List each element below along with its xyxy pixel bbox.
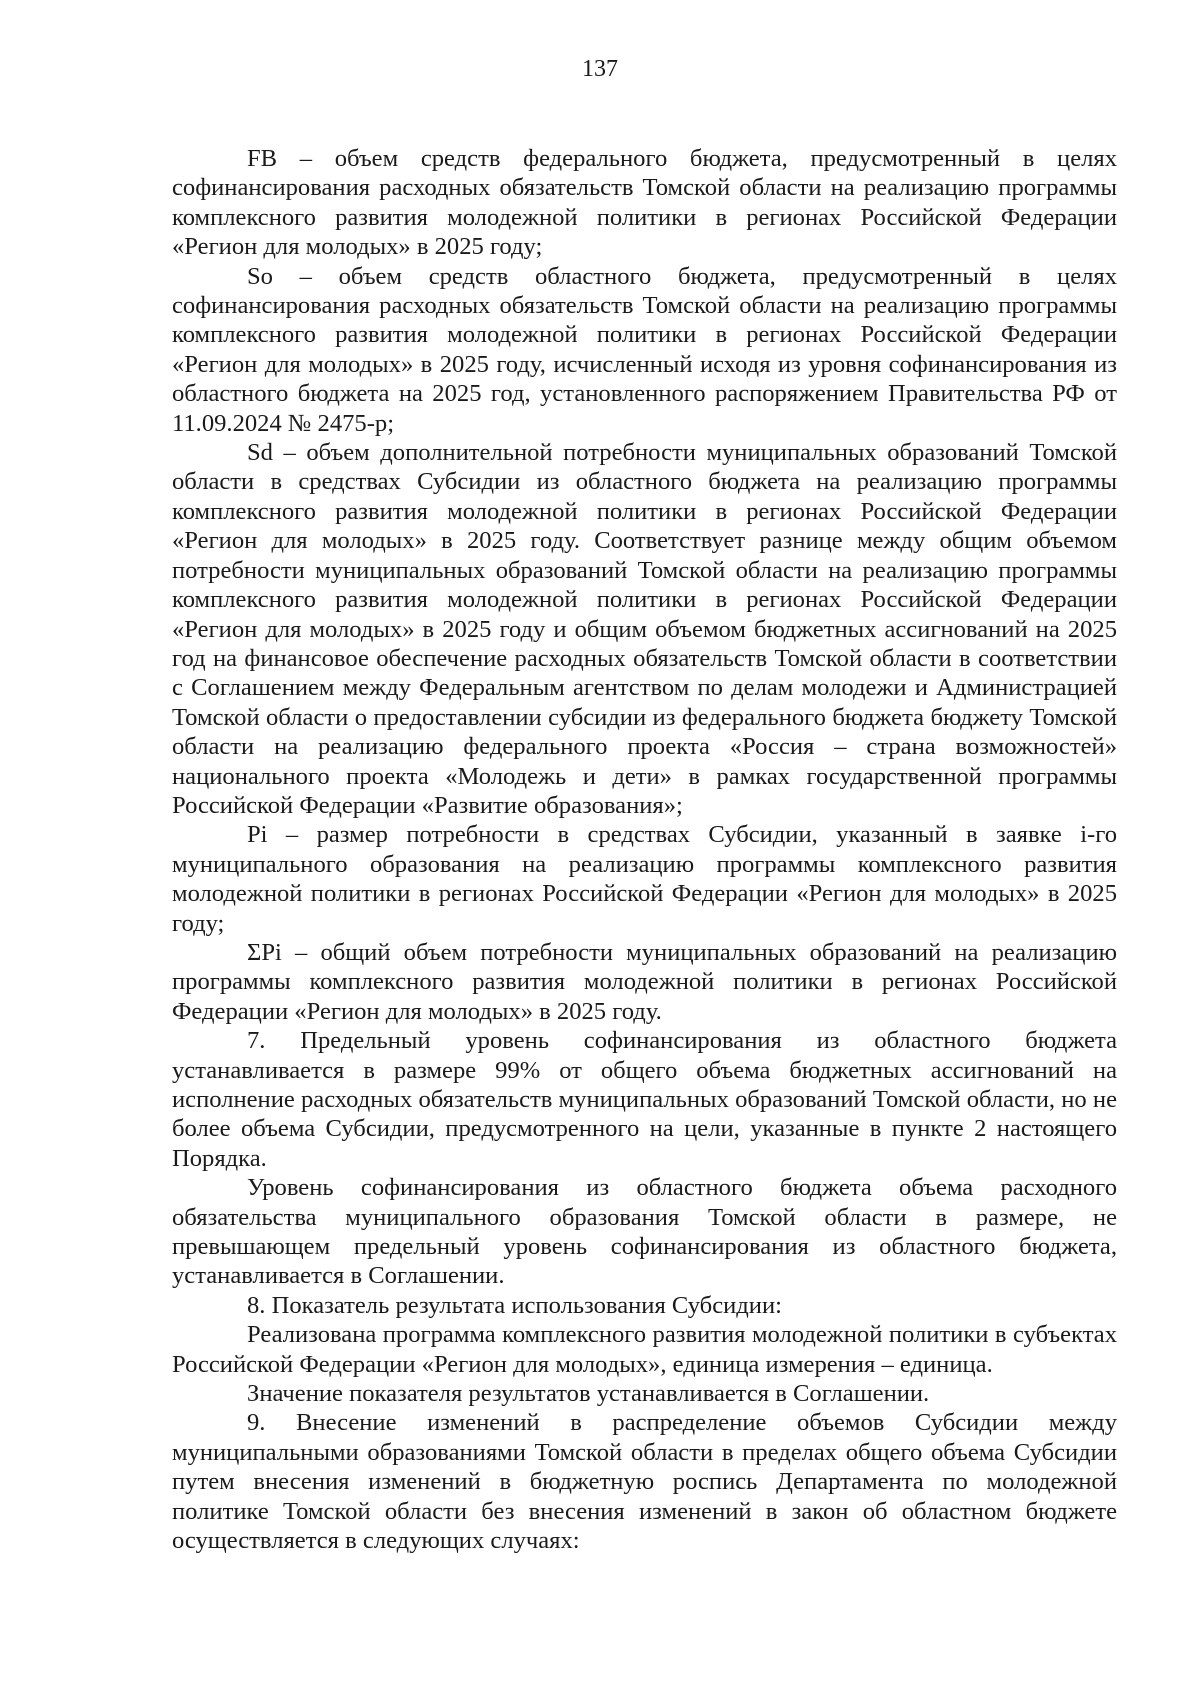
paragraph-item-8: 8. Показатель результата использования Субсидии: [247, 1291, 782, 1319]
paragraph-item-9: 9. Внесение изменений в распределение объемов Субсидии между муниципальными образованиями Томской области в пределах общего объема Субсидии путем внесения изменений в бюджетную роспись Департамента по молодежной политике Томской области без внесения изменений в закон об областном бюджете осуществляется в следующих случаях: [172, 1409, 1117, 1555]
page-number: 137 [582, 56, 618, 82]
paragraph-item-7: 7. Предельный уровень софинансирования из областного бюджета устанавливается в размере 99% от общего объема бюджетных ассигнований на исполнение расходных обязательств муниципальных образований Томской области, но не более объема Субсидии, предусмотренного на цели, указанные в пункте 2 настоящего Порядка. [172, 1027, 1117, 1172]
paragraph-cofinancing-level: Уровень софинансирования из областного бюджета объема расходного обязательства муниципального образования Томской области в размере, не превышающем предельный уровень софинансирования из областного бюджета, устанавливается в Соглашении. [172, 1174, 1117, 1290]
paragraph-pi-definition: Pi – размер потребности в средствах Субсидии, указанный в заявке i-го муниципального образования на реализацию программы комплексного развития молодежной политики в регионах Российской Федерации «Регион для молодых» в 2025 году; [172, 821, 1117, 937]
paragraph-result-indicator: Реализована программа комплексного развития молодежной политики в субъектах Российской Федерации «Регион для молодых», единица измерения – единица. [172, 1321, 1117, 1378]
paragraph-indicator-value: Значение показателя результатов устанавливается в Соглашении. [247, 1380, 930, 1408]
document-body [172, 144, 1117, 1556]
paragraph-sd-definition: Sd – объем дополнительной потребности муниципальных образований Томской области в средствах Субсидии из областного бюджета на реализацию программы комплексного развития молодежной политики в регионах Российской Федерации «Регион для молодых» в 2025 году. Соответствует разнице между общим объемом потребности муниципальных образований Томской области на реализацию программы комплексного развития молодежной политики в регионах Российской Федерации «Регион для молодых» в 2025 году и общим объемом бюджетных ассигнований на 2025 год на финансовое обеспечение расходных обязательств Томской области в соответствии с Соглашением между Федеральным агентством по делам молодежи и Администрацией Томской области о предоставлении субсидии из федерального бюджета бюджету Томской области на реализацию федерального проекта «Россия – страна возможностей» национального проекта «Молодежь и дети» в рамках государственной программы Российской Федерации «Развитие образования»; [172, 439, 1117, 819]
paragraph-fb-definition: FB – объем средств федерального бюджета, предусмотренный в целях софинансирования расходных обязательств Томской области на реализацию программы комплексного развития молодежной политики в регионах Российской Федерации «Регион для молодых» в 2025 году; [172, 145, 1117, 261]
paragraph-so-definition: So – объем средств областного бюджета, предусмотренный в целях софинансирования расходных обязательств Томской области на реализацию программы комплексного развития молодежной политики в регионах Российской Федерации «Регион для молодых» в 2025 году, исчисленный исходя из уровня софинансирования из областного бюджета на 2025 год, установленного распоряжением Правительства РФ от 11.09.2024 № 2475-р; [172, 262, 1117, 437]
paragraph-sum-pi-definition: ΣPi – общий объем потребности муниципальных образований на реализацию программы комплексного развития молодежной политики в регионах Российской Федерации «Регион для молодых» в 2025 году. [172, 938, 1117, 1025]
